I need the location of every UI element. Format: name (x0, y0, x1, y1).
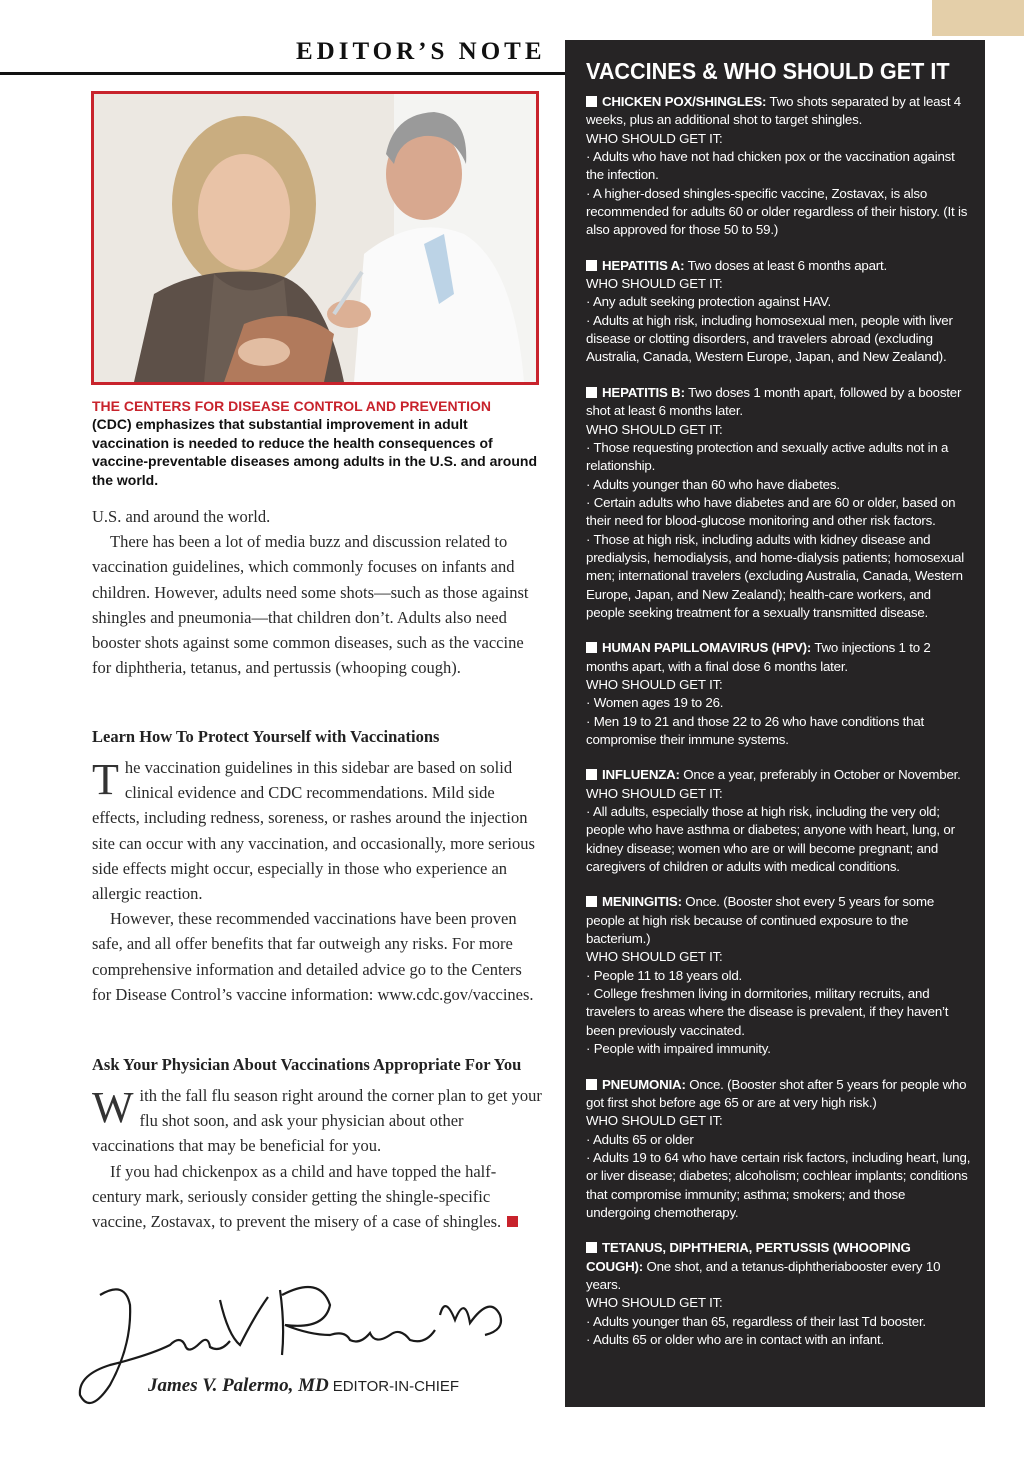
article-subheading: Ask Your Physician About Vaccinations Appropriate For You (92, 1055, 522, 1074)
vaccine-entry (586, 639, 971, 749)
article-paragraph: With the fall flu season right around the corner plan to get your flu shot soon, and ask your physician about other vaccinations that may be beneficial for you. (92, 1083, 542, 1156)
vaccine-entry (586, 1239, 971, 1349)
eligibility-item: · Adults 65 or older who are in contact with an infant. (586, 1331, 884, 1347)
article-paragraph: There has been a lot of media buzz and discussion related to vaccination guidelines, which commonly focuses on infants and children. However, adults need some shots—such as those against shingles and pneumonia—that children don’t. Adults also need booster shots against some common diseases, such as the vaccine for diphtheria, tetanus, and pertussis (whooping cough). (92, 532, 529, 678)
who-should-get-it-label: WHO SHOULD GET IT: (586, 421, 723, 437)
vaccines-sidebar (565, 40, 985, 1407)
square-bullet-icon (586, 642, 597, 653)
signature-image (70, 1275, 520, 1425)
eligibility-item: · Adults younger than 60 who have diabetes. (586, 476, 840, 492)
vaccine-schedule: Two doses at least 6 months apart. (687, 257, 887, 273)
vaccine-entry (586, 384, 971, 622)
editor-role: EDITOR-IN-CHIEF (332, 1378, 460, 1395)
square-bullet-icon (586, 1242, 597, 1253)
vaccine-name: TETANUS, DIPHTHERIA, PERTUSSIS (WHOOPING COUGH): (586, 1240, 911, 1274)
sidebar-title: VACCINES & WHO SHOULD GET IT (586, 58, 950, 84)
square-bullet-icon (586, 896, 597, 907)
eligibility-item: · Adults who have not had chicken pox or the vaccination against the infection. (586, 149, 955, 183)
square-bullet-icon (586, 769, 597, 780)
article-paragraph: The vaccination guidelines in this sidebar are based on solid clinical evidence and CDC recommendations. Mild side effects, including redness, soreness, or rashes around the injection site can occur with any vaccination, and occasionally, more serious side effects might occur, especially in those who experience an allergic reaction. (92, 755, 535, 904)
vaccine-schedule: Once. (Booster shot after 5 years for people who got first shot before age 65 or are at very high risk.) (586, 1076, 967, 1110)
vaccine-name: CHICKEN POX/SHINGLES: (602, 94, 767, 109)
header-rule (0, 72, 566, 75)
drop-cap: T (92, 755, 119, 804)
vaccine-schedule: Two injections 1 to 2 months apart, with a final dose 6 months later. (586, 640, 931, 674)
page-title: EDITOR’S NOTE (296, 38, 546, 65)
vaccine-name: PNEUMONIA: (602, 1076, 686, 1092)
article-paragraph: However, these recommended vaccinations have been proven safe, and all offer benefits that far outweigh any risks. For more comprehensive information and detailed advice go to the Centers for Disease Control’s vaccine information: www.cdc.gov/vaccines. (92, 909, 534, 1004)
eligibility-item: · College freshmen living in dormitories, military recruits, and travelers to areas where the disease is prevalent, if they haven’t been previously vaccinated. (586, 986, 949, 1038)
vaccine-name: HEPATITIS B: (602, 384, 685, 400)
article-subheading: Learn How To Protect Yourself with Vaccinations (92, 727, 440, 746)
who-should-get-it-label: WHO SHOULD GET IT: (586, 949, 723, 965)
vaccine-entry (586, 257, 971, 367)
eligibility-item: · Men 19 to 21 and those 22 to 26 who have conditions that compromise their immune systems. (586, 713, 925, 747)
who-should-get-it-label: WHO SHOULD GET IT: (586, 1113, 723, 1129)
vaccine-entry (586, 93, 971, 240)
vaccine-list (586, 93, 971, 1349)
drop-cap: W (92, 1083, 134, 1132)
square-bullet-icon (586, 1079, 597, 1090)
caption-text: (CDC) emphasizes that substantial improvement in adult vaccination is needed to reduce the health consequences of vaccine-preventable diseases among adults in the U.S. and around the world. (92, 416, 538, 488)
eligibility-item: · Adults at high risk, including homosexual men, people with liver disease or clotting disorders, and travelers abroad (excluding Australia, Canada, Western Europe, Japan, and New Zealand). (586, 312, 953, 365)
end-mark-icon (507, 1216, 518, 1227)
eligibility-item: · Adults 65 or older (586, 1131, 694, 1147)
eligibility-item: · Those at high risk, including adults with kidney disease and predialysis, hemodialysis, and home-dialysis patients; homosexual men; international travelers (excluding Australia, Canada, Western Europe, Japan, and New Zealand); health-care workers, and people seeking treatment for a sexually transmitted disease. (586, 531, 964, 620)
eligibility-item: · People 11 to 18 years old. (586, 967, 743, 983)
eligibility-item: · Those requesting protection and sexually active adults not in a relationship. (586, 439, 949, 474)
vaccine-entry (586, 1076, 971, 1223)
caption-highlight: THE CENTERS FOR DISEASE CONTROL AND PREVENTION (92, 398, 492, 414)
square-bullet-icon (586, 387, 597, 398)
article-body-bottom (92, 1083, 544, 1234)
eligibility-item: · Any adult seeking protection against HAV. (586, 294, 831, 310)
eligibility-item: · All adults, especially those at high risk, including the very old; people who have asthma or diabetes; anyone with heart, lung, or kidney disease; women who are or will become pregnant; and caregivers of children or adults with medical conditions. (586, 804, 955, 875)
who-should-get-it-label: WHO SHOULD GET IT: (586, 1295, 723, 1311)
eligibility-item: · Certain adults who have diabetes and are 60 or older, based on their need for blood-glucose monitoring and other risk factors. (586, 494, 956, 529)
eligibility-item: · A higher-dosed shingles-specific vaccine, Zostavax, is also recommended for adults 60 or older regardless of their history. (It is also approved for those 50 to 59.) (586, 185, 968, 238)
vaccine-name: HEPATITIS A: (602, 257, 685, 273)
editor-signature-line (148, 1375, 459, 1397)
eligibility-item: · People with impaired immunity. (586, 1041, 771, 1057)
article-paragraph: U.S. and around the world. (92, 507, 271, 526)
eligibility-item: · Adults 19 to 64 who have certain risk factors, including heart, lung, or liver disease; diabetes; alcoholism; cochlear implants; conditions that compromise immunity; asthma; smokers; and those undergoing chemotherapy. (586, 1149, 971, 1220)
vaccine-schedule: Two doses 1 month apart, followed by a booster shot at least 6 months later. (586, 384, 962, 419)
square-bullet-icon (586, 96, 597, 107)
vaccine-schedule: Once a year, preferably in October or November. (683, 767, 961, 783)
who-should-get-it-label: WHO SHOULD GET IT: (586, 676, 723, 692)
editor-name: James V. Palermo, MD (148, 1375, 329, 1396)
vaccine-schedule: Two shots separated by at least 4 weeks, plus an additional shot to target shingles. (586, 94, 962, 128)
who-should-get-it-label: WHO SHOULD GET IT: (586, 785, 723, 801)
square-bullet-icon (586, 260, 597, 271)
who-should-get-it-label: WHO SHOULD GET IT: (586, 130, 723, 146)
eligibility-item: · Women ages 19 to 26. (586, 695, 724, 711)
feature-photo (91, 91, 539, 385)
vaccine-entry (586, 766, 971, 876)
who-should-get-it-label: WHO SHOULD GET IT: (586, 276, 723, 292)
vaccine-name: HUMAN PAPILLOMAVIRUS (HPV): (602, 640, 812, 656)
article-paragraph: If you had chickenpox as a child and have topped the half-century mark, seriously consider getting the shingle-specific vaccine, Zostavax, to prevent the misery of a case of shingles. (92, 1159, 544, 1235)
corner-tab (932, 0, 1024, 36)
vaccine-schedule: Once. (Booster shot every 5 years for some people at high risk because of continued exposure to the bacterium.) (586, 894, 935, 947)
article-body-top (92, 504, 544, 680)
photo-caption (92, 397, 542, 489)
article-body-middle (92, 755, 544, 1007)
vaccine-name: MENINGITIS: (602, 894, 682, 910)
vaccine-name: INFLUENZA: (602, 767, 680, 783)
vaccine-entry (586, 893, 971, 1058)
eligibility-item: · Adults younger than 65, regardless of their last Td booster. (586, 1313, 926, 1329)
vaccine-schedule: One shot, and a tetanus-diphtheriabooster every 10 years. (586, 1258, 941, 1292)
